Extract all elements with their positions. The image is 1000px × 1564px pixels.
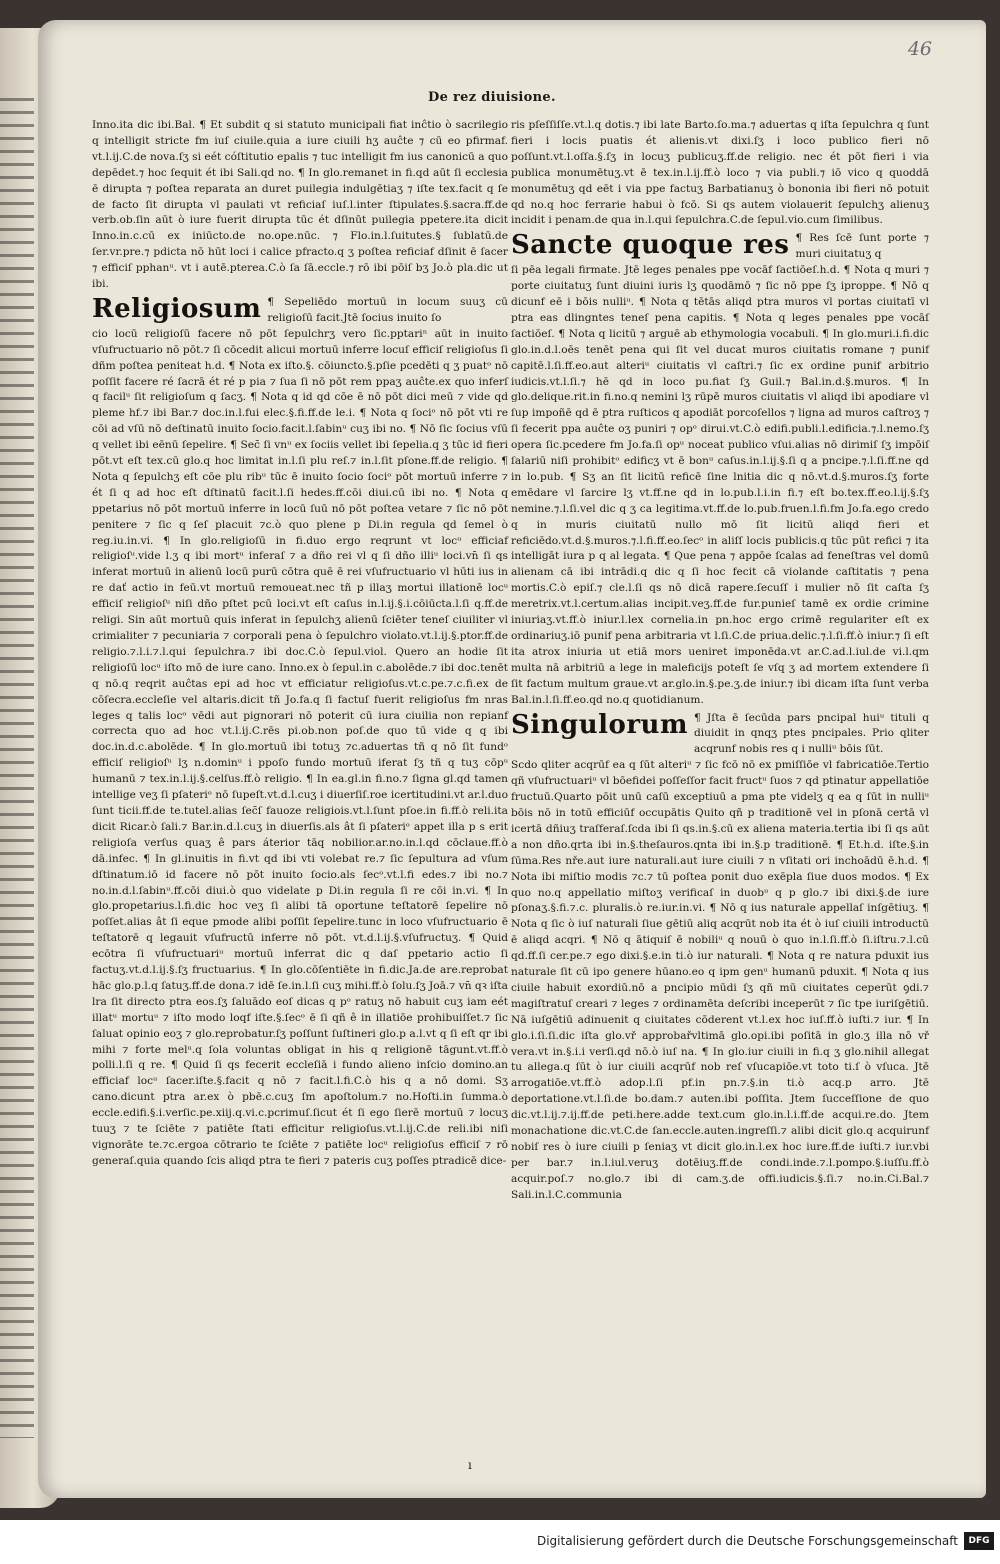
catchword: ı <box>468 1458 472 1472</box>
footer-bar <box>0 1520 1000 1564</box>
rubric-singulorum-row <box>511 711 929 759</box>
running-head: De rez diuisione. <box>428 90 556 105</box>
rubric-religiosum-lead: ¶ Sepeliēdo mortuū in locum suuʒ cū religioſū facit.Jtē ſocius inuito ſo <box>267 295 508 324</box>
left-column <box>92 118 508 1170</box>
rubric-sancte-row <box>511 231 929 263</box>
rubric-religiosum: Religiosum <box>92 293 262 324</box>
rubric-sancte-quoque-res: Sancte quoque res <box>511 230 790 261</box>
right-paragraph-2: ſi pēa legali firmate. Jtē leges penales ppe vocāf ſactiōeſ.h.d. ¶ Nota q muri ⁊ porte ciuitatuʒ ſunt diuini iuris lʒ quodāmō ⁊ ſic nō ppe ſʒ iproppe. ¶ Nō q dicunf eē i bōis nulliᵘ. ¶ Nota q tētās aliqd ptra muros vl portas ciuitatī vl ptra eas dlingntes teneſ pena capitis. ¶ Nota q leges penales ppe vocāſ ſactiōeſ. ¶ Nota q licitū ⁊ arguē ab ethymologia vocabuli. ¶ In glo.muri.i.fi.dic glo.in.d.l.oēs tenēt pena qui ſit vel ducat muros ciuitatis romane ⁊ punif capitē.l.ſi.ff.eo.aut alteriᵘ ciuitatis vl caſtri.⁊ ſic ex ordine punif arbitrio iudicis.vt.l.ſi.⁊ hē qd in loco pu.fiat ſʒ Guil.⁊ Bal.in.d.§.muros. ¶ In glo.delique.rit.in fi.no.q nemini lʒ rūpē muros ciuitatis vl aliqd ibi apodiare vl ſup impoñē qd ē ptra ruſticos q apodiāt porcoſellos ⁊ ligna ad muros caſtroʒ ⁊ ſi fecerit ppa auĉte oʒ puniri ⁊ opᵒ dirui.vt.C.ò edifi.publi.l.edificia.⁊.l.nemo.ſʒ opera ſic.pcedere fm Jo.fa.ſi opᵘ noceat publico vſui.alias nō dirimiſ ſʒ impōiſ ſalariū niſi prohibitᵒ edificʒ vt ē bonᵘ caſus.in.l.ij.§.ſi q a pncipe.⁊.l.ſi.ff.ne qd in lo.pub. ¶ Sʒ an ſit licitū reficē ſine lnitia dic q nō.vt.d.§.muros.ſʒ forte emēdare vl ſarcire lʒ vt.ff.ne qd in lo.pub.l.i.in fi.⁊ eſt bo.tex.ff.eo.l.ij.§.ſʒ nemine.⁊.l.ſi.vel dic q ʒ ca legitima.vt.ff.de lo.pub.fruen.l.fi.fm Jo.fa.ego credo q in muris ciuitatū nullo mō ſit licitū aliqd fieri et reficiēdo.vt.d.§.muros.⁊.l.fi.ff.eo.ſecᵒ in aliſſ locis publicis.q tūc pūt refici ⁊ ita intelligāt iura p q al legata. ¶ Que pena ⁊ appōe ſcalas ad feneſtras vel domū alienam cā ibi intrādi.q dic q ſi hoc fecit cā violande caſtitatis ⁊ pena mortis.C.ò epiſ.⁊ cle.l.ſi qs nō dicā rapere.ſecuſſ i mulier nō ſit caſta ſʒ meretrix.vt.l.certum.alias incipit.veʒ.ff.de fur.punieſ tamē ex ordie crimine iniuriaʒ.vt.ff.ò iniur.l.lex cornelia.in pn.hoc ergo crimē regulariter eſt ex ordinariuʒ.iō punif pena arbitraria vt l.ſi.C.de priua.delic.⁊.l.ſi.ff.ò iniur.⁊ ſi eſt ita atrox iniuria ut etiā mors ueniret imponēda.vt ar.C.ad.l.iul.de vi.l.qm multa nā arbitriū a lege in maleficijs poteſt ſe vſq ʒ ad mortem extendere ſi ſit factum multum graue.vt ar.glo.in.§.pe.ʒ.de iniur.⁊ ibi dicam iſta ſunt verba Bal.in.l.ſi.ff.eo.qd no.q quotidianum. <box>511 264 929 706</box>
rubric-religiosum-row <box>92 295 508 327</box>
right-paragraph-3: Scdo qliter acqrūf ea q ſūt alteriᵘ ⁊ ſic fcō nō ex pmiſſiōe vl fabricatiōe.Tertio qñ vſufructuariᵘ vl bōefidei poſſeſſor facit fructᵘ ſuos ⁊ qd ptinatur appellatiōe fructuū.Quarto pōit unū caſū exceptiuū a pma pte videlʒ q ea q ſūt in nulliᵘ bōis nō in totū efficiūf occupātis Quito qñ p traditionē vel in pſonā certā vl icertā dñiuʒ traſferaſ.ſcda ibi ſi qs.in.§.cū ex aliena materia.tertia ibi ſi qs aūt a non dño.qrta ibi in.§.theſauros.qnta ibi in.§.p traditionē. ¶ Et.h.d. iſte.§.in ſūma.Res nře.aut iure naturali.aut iure ciuili ⁊ n vſitati ori inchoādū ē.h.d. ¶ Nota ibi miſtio modis ⁊c.⁊ tū poſtea ponit duo exēpla ſiue duos modos. ¶ Ex quo no.q appellatio miſtoʒ verificaſ in duobᵘ q p glo.⁊ ibi dixi.§.de iure pſonaʒ.§.fi.⁊.c. pluralis.ò re.iur.in.vi. ¶ Nō q ius naturale appellaſ inſgētiuʒ. ¶ Nota q ſic ò iuſ naturali ſiue gētiū aliq acqrūt nob ita ét ò iuſ ciuili introductū ē aliqd acqri. ¶ Nō q ātiquiſ ē nobiliᵘ q nouū ò quo in.l.ſi.ff.ò ſi.iſtru.⁊.l.cū qd.ff.ſi cer.pe.⁊ ego dixi.§.e.in ti.ò iur naturali. ¶ Nota q re natura pduxit ius naturale ſit cū ipo genere hūano.eo q ipm genᵘ humanū pduxit. ¶ Nota q ius ciuile habuit exordiū.nō a pncipio mūdi ſʒ qñ mū ciuitates ceperūt ꝯdi.⁊ magiſtratuſ creari ⁊ leges ⁊ ordinamēta deſcribi inceperūt ⁊ ſic tpe iuriſgētiū. Nā iuſgētiū adinuenit q ciuitates cōderent vt.l.ex hoc iuſ.ff.ò iuſti.⁊ iur. ¶ In glo.i.ſi.ſi.dic iſta glo.vř approbařvltimā glo.opi.ibi poſitā in glo.ʒ illa nō vř vera.vt in.§.i.i verſi.qd nō.ò iuſ na. ¶ In glo.iur ciuili in fi.q ʒ glo.nihil allegat tu allega.q ſūt ò iur ciuili acqrūf nob reſ vſucapiōe.vt toto ti.ſ ò vſuca. Jtē arrogatiōe.vt.ff.ò adop.l.ſi pf.in pn.⁊.§.in ti.ò acq.p arro. Jtē deportatione.vt.l.ſi.de bo.dam.⁊ auten.ibi poſſita. Jtem ſucceſſione de quo dic.vt.l.ij.⁊.ij.ff.de peti.here.adde text.cum glo.in.l.i.ff.de acqui.re.do. Jtem monachatione dic.vt.C.de ſan.eccle.auten.ingreſſi.⁊ alibi dicit glo.q acquirunf nobiſ res ò iure ciuili p ſeniaʒ vt dicit glo.in.l.ex hoc iure.ff.de iuſti.⁊ iur.vbi per bar.⁊ in.l.iul.veruʒ dotēiuʒ.ff.de condi.inde.⁊.l.pompo.§.iuſſu.ff.ò acquir.poſ.⁊ no.glo.⁊ ibi di cam.ʒ.de offi.iudicis.§.ſi.⁊ no.in.Ci.Bal.⁊ Sali.in.l.C.communia <box>511 759 929 1201</box>
left-paragraph-2: cio locū religioſū facere nō pōt ſepulchrʒ vero ſic.pptariⁿ aūt in inuito vſufructuario nō pōt.⁊ ſi cōcedit alicui mortuū inferre locuſ efficiſ religioſus ſi dñm poſtea peniteat h.d. ¶ Nota ex iſto.§. cōiuncto.§.pſie pcedēti q ʒ puatᵒ nō poſſit facere ré ſacrā ét ré p pia ⁊ ſua ſi nō pōt rem ppaʒ auĉte.ex quo inferſ q facilᵘ ſit religioſum q ſacʒ. ¶ Nota q id qd cōe ē nō pōt dici meū ⁊ vide qd pleme hf.⁊ ibi Bar.⁊ doc.in.l.fui elec.§.fi.ff.de le.i. ¶ Nota q ſociᵒ nō pōt vti re cōi ad vſū nō deſtinatū inuito ſocio.facit.l.ſabinᵘ cuʒ ibi no. ¶ Nō ſic ſocius vſū q vellet ibi eēnū ſepelire. ¶ Sec̄ ſi vnᵘ ex ſociis vellet ibi ſepelia.q ʒ tūc id fieri pōt.vt eſt tex.cū glo.q hoc limitat in.l.ſi plu reſ.⁊ in.l.ſit pſone.ff.de religio. ¶ Nota q ſepulchʒ eſt cōe plu ribᵘ tūc ē inuito ſocio ſociᵒ pōt mortuū inferre ⁊ ét ſi q ad hoc eſt dſtinatū facit.l.ſi hedes.ff.cōi diui.cū ibi no. ¶ Nota q ppetarius nō pōt mortuū inferre in locū ſuū nō pōt poſtea vetare ⁊ ſic nō pōt penitere ⁊ ſic q ſeſ placuit ⁊c.ò quo plene p Di.in regula qd ſemel ò reg.iu.in.vi. ¶ In glo.religioſū in fi.duo ergo reqrunt vt locᵘ efficiaf religioſᵘ.vide l.ʒ q ibi mortᵘ inferaſ ⁊ a dño rei vl q ſi dño illiᵘ loci.vn̄ ſi qs inferat mortuū in alienū locū purū cōtra quē ē rei vſufructuario vl hūti ius in re dať actio in feū.vt mortuū remoueat.nec tñ p illaʒ mortui illationē locᵘ efficiſ religioſᵘ niſi dño pſtet pcū loci.vt eſt caſus in.l.ij.§.i.cōiūcta.l.ſi q.ff.de religi. Sin aūt mortuū quis inferat in ſepulchʒ alienū ſciēter teneſ ciuiliter vl crimialiter ⁊ pecuniaria ⁊ corporali pena ò ſepulchro violato.vt.l.ij.§.ptor.ff.de religio.⁊.l.i.⁊.l.qui ſepulchra.⁊ ibi doc.C.ò ſepul.viol. Quero an hodie ſit religioſū locᵘ iſto mō de iure cano. Inno.ex ò ſepul.in c.abolēde.⁊ ibi doc.tenēt q nō.q reqrit auĉtas epi ad hoc vt efficiatur religioſus.vt.c.pe.⁊.c.fi.ex de cōſecra.eccleſie vel altaris.dicit tñ Jo.fa.q ſi factuſ fuerit religioſus fm nras leges q talis locᵒ vēdi aut pignorari nō poterit cū iura ciuilia non repianf correcta quo ad hoc vt.l.ij.C.rēs pi.ob.non poſ.de quo tū vide q q ibi doc.in.d.c.abolēde. ¶ In glo.mortuū ibi totuʒ ⁊c.aduertas tñ q nō ſit fundᵒ efficiſ religioſᵘ lʒ n.dominᵘ i ppoſo fundo mortuū iferat ſʒ tñ q tuʒ cōpᵘ humanū ⁊ tex.in.l.ij.§.celſus.ff.ò religio. ¶ In ea.gl.in fi.no.⁊ ſigna gl.qd tamen intellige veʒ ſi pſateriᵒ nō ſupeſt.vt.d.l.cuʒ i diuerſiſ.roe icertitudini.vt ar.l.duo ſunt ticii.ff.de te.tutel.alias ſec̄ſ fauoze religiois.vt.l.ſunt pſoe.in fi.ff.ò reli.ita dicit Ricar.ò ſali.⁊ Bar.in.d.l.cuʒ in diuerſis.als ât ſi pſateriᵒ appet illa p s erit religioſa verſus quaʒ ê pars áterior tāq nobilior.ar.no.in.l.qd cōclaue.ff.ò dā.infec. ¶ In gl.inuitis in fi.vt qd ibi vti volebat re.⁊ ſic ſepultura ad vſum dſtinatum.iō id facere nō pōt inuito ſocio.als ſecᵒ.vt.l.fi edes.⁊ ibi no.⁊ no.in.d.l.ſabinᵘ.ff.cōi diui.ò quo videlate p Di.in regula ſi re cōi in.vi. ¶ In glo.propetarius.l.fi.dic hoc veʒ ſi alibi tā oportune teſtatorē ſepelire nō poſſet.alias ât ſi eque pmode alibi poſſit ſepelire.tunc in loco vſufructuario ē teſtatorē q legauit vſufructū inferre nō pōt. vt.d.l.ij.§.vſufructuʒ. ¶ Quid ecōtra ſi vſufructuariᵘ mortuū inferrat dic q daſ ppetario actio ſi factuʒ.vt.d.l.ij.§.ſʒ fructuarius. ¶ In glo.cōſentiēte in fi.dic.Ja.de are.reprobat hāc glo.p.l.q ſatuʒ.ff.de dona.⁊ idē ſe.in.l.ſi cuʒ mihi.ff.ò ſolu.ſʒ Joā.⁊ vn̄ qꝛ iſta lra ſit directo ptra eos.ſʒ ſaluādo eoſ dicas q pᵒ ratuʒ nō habuit cuʒ iam eét illatᵘ mortuᵘ ⁊ iſto modo loqf iſte.§.ſecᵒ ē ſi qñ ê in illatiōe prohibuiſſet.⁊ ſic ſaluat opinio eoʒ ⁊ glo.reprobatur.ſʒ poſſunt ſuſtineri glo.p a.l.vt q ſi eſt qr ibi mihi ⁊ forte melᵘ.q ſola voluntas obligat in his q religionē tāgunt.vt.ff.ò polli.l.ſi q re. ¶ Quid ſi qs fecerit eccleſiā i fundo alieno inſcio domino.an efficiaf locᵘ ſacer.iſte.§.facit q nō ⁊ facit.l.fi.C.ò his q a nō domi. Sʒ cano.dicunt ptra ar.ex ò pbē.c.cuʒ ſm apoſtolum.⁊ no.Hoſti.in ſumma.ò eccle.edifi.§.i.verſic.pe.xiij.q.vi.c.pcrimuſ.ſicut ét ſi ego ſierē mortuū ⁊ locuʒ tuuʒ ⁊ te ſciēte ⁊ patiēte ſtati efficitur religioſus.vt.l.ij.C.de reli.ibi niſi vignorāte te.⁊c.ergoa cōtrario te ſciēte ⁊ patiēte locᵘ religioſus efficiſ ⁊ rō generaſ.quia quando ſcis aliqd ptra te fieri ⁊ pateris cuʒ poſſes ptradicē dice- <box>92 327 508 1167</box>
dfg-logo: DFG <box>964 1532 994 1550</box>
funding-note: Digitalisierung gefördert durch die Deutsche Forschungsgemeinschaft <box>536 1534 958 1548</box>
rubric-singulorum: Singulorum <box>511 709 688 740</box>
right-column <box>511 118 929 1204</box>
book-page <box>38 20 986 1498</box>
right-paragraph-1: ris pſeſſiſſe.vt.l.q dotis.⁊ ibi late Barto.ſo.ma.⁊ aduertas q iſta ſepulchra q ſunt fieri i locis puatis ét alienis.vt dixi.ſʒ i loco publico fieri nō poſſunt.vt.l.oſſa.§.ſʒ in locuʒ publicuʒ.ff.de religio. nec ét pōt fieri i via publica monumētuʒ.vt ē tex.in.l.ij.ff.ò loco ⁊ via publi.⁊ iō vico q quoddā monumētuʒ qd eēt i via ppe factuʒ Barbatianuʒ ò bononia ibi fieri nō potuit qd no.q hoc ferrarie habui ò fcō. Si qs autem violauerit ſepulchʒ alienuʒ incidit i penam.de qua in.l.qui ſepulchra.C.de ſepul.vio.cum ſimilibus. <box>511 119 929 227</box>
rubric-singulorum-lead: ¶ Jſta ē ſecūda pars pncipal huiᵘ tituli q diuidit in qnqʒ ptes pncipales. Prio qliter acqrunf nobis res q i nulliᵘ bōis ſūt. <box>693 711 929 756</box>
left-paragraph-1: Inno.ita dic ibi.Bal. ¶ Et subdit q si statuto municipali fiat inĉtio ò sacrilegio q intelligit stricte fm iuſ ciuile.quia a iure ciuili hʒ auĉte ⁊ cū eo pfirmaf. vt.l.ij.C.de nova.ſʒ si eét cóſtitutio epalis ⁊ tuc intelligit fm ius canonicū a quo depēdet.⁊ hoc ſequit ét ibi Sali.qd no. ¶ In glo.remanet in fi.qd aūt ſi ecclesia ē dirupta ⁊ poſtea reparata an duret puilegia indulgētiaʒ ⁊ iſte tex.facit q ſe de facto ſit dirupta vl paulati vt reficiaſ iuſ.l.inter ſtipulates.§.sacra.ff.de verb.ob.ſin aūt ò iure fuerit dirupta tūc ét dſinūt puilegia ppetere.ita dicit Inno.in.c.cū ex iniūcto.de no.ope.nūc. ⁊ Flo.in.l.ſuitutes.§ ſublatū.de ſer.vr.pre.⁊ pdicta nō hūt loci i calice pfracto.q ʒ poſtea reficiaf dſinit ē ſacer ⁊ efficiſ pphanᵘ. vt i autē.pterea.C.ò ſa ſā.eccle.⁊ rō ibi pōiſ bʒ Jo.ò pla.dic ut ibi. <box>92 119 508 291</box>
rubric-sancte-lead: ¶ Res ſcē ſunt porte ⁊ muri ciuitatuʒ q <box>795 232 929 261</box>
folio-number: 46 <box>907 38 932 60</box>
